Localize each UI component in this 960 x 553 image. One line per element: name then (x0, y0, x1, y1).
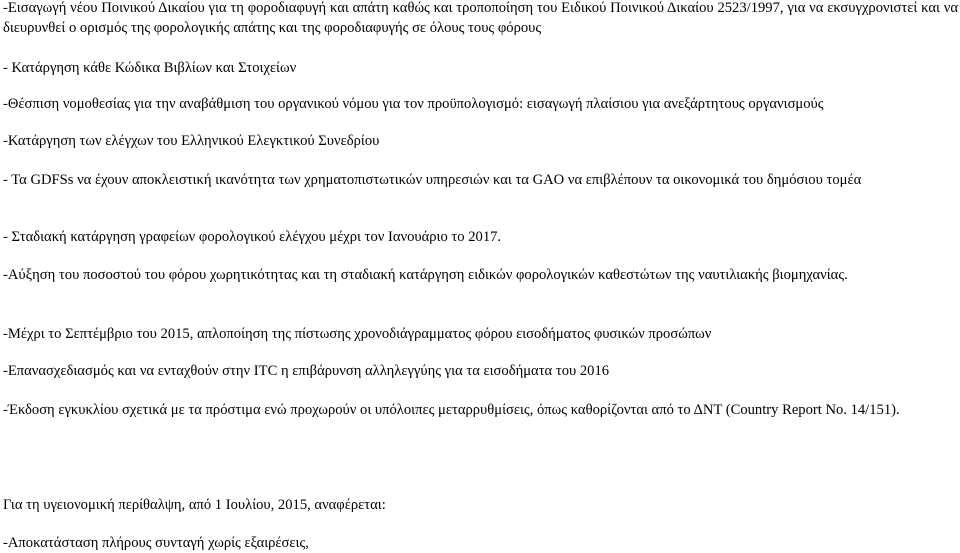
paragraph-abolish-code: - Κατάργηση κάθε Κώδικα Βιβλίων και Στοιχείων (3, 60, 297, 76)
paragraph-itc: -Επανασχεδιασμός και να ενταχθούν στην ITC η επιβάρυνση αλληλεγγύης για τα εισοδήματα του 2016 (3, 363, 610, 379)
paragraph-penal-law: -Εισαγωγή νέου Ποινικού Δικαίου για τη φοροδιαφυγή και απάτη καθώς και τροποποίηση του Ειδικού Ποινικού Δικαίου 2523/1997, για να εκσυγχρονιστεί και να διευρυνθεί ο ορισμός της φορολογικής απάτης και της φοροδιαφυγής σε όλους τους φόρους (3, 0, 958, 36)
paragraph-audit-court: -Κατάργηση των ελέγχων του Ελληνικού Ελεγκτικού Συνεδρίου (3, 133, 380, 149)
paragraph-fines-circular: -Έκδοση εγκυκλίου σχετικά με τα πρόστιμα ενώ προχωρούν οι υπόλοιπες μεταρρυθμίσεις, όπως καθορίζονται από το ΔΝΤ (Country Report No. 14/151). (3, 402, 900, 418)
paragraph-healthcare-heading: Για τη υγειονομική περίθαλψη, από 1 Ιουλίου, 2015, αναφέρεται: (3, 497, 386, 513)
paragraph-prescription: -Αποκατάσταση πλήρους συνταγή χωρίς εξαιρέσεις, (3, 535, 309, 551)
paragraph-income-tax: -Μέχρι το Σεπτέμβριο του 2015, απλοποίηση της πίστωσης χρονοδιάγραμματος φόρου εισοδήματος φυσικών προσώπων (3, 326, 712, 342)
paragraph-budget-law: -Θέσπιση νομοθεσίας για την αναβάθμιση του οργανικού νόμου για τον προϋπολογισμό: εισαγωγή πλαίσιου για ανεξάρτητους οργανισμούς (3, 96, 824, 112)
paragraph-gdfs: - Τα GDFSs να έχουν αποκλειστική ικανότητα των χρηματοπιστωτικών υπηρεσιών και τα GAO να επιβλέπουν τα οικονομικά του δημόσιου τομέα (3, 172, 862, 188)
paragraph-tonnage-tax: -Αύξηση του ποσοστού του φόρου χωρητικότητας και τη σταδιακή κατάργηση ειδικών φορολογικών καθεστώτων της ναυτιλιακής βιομηχανίας. (3, 267, 848, 283)
paragraph-tax-offices: - Σταδιακή κατάργηση γραφείων φορολογικού ελέγχου μέχρι τον Ιανουάριο το 2017. (3, 229, 502, 245)
